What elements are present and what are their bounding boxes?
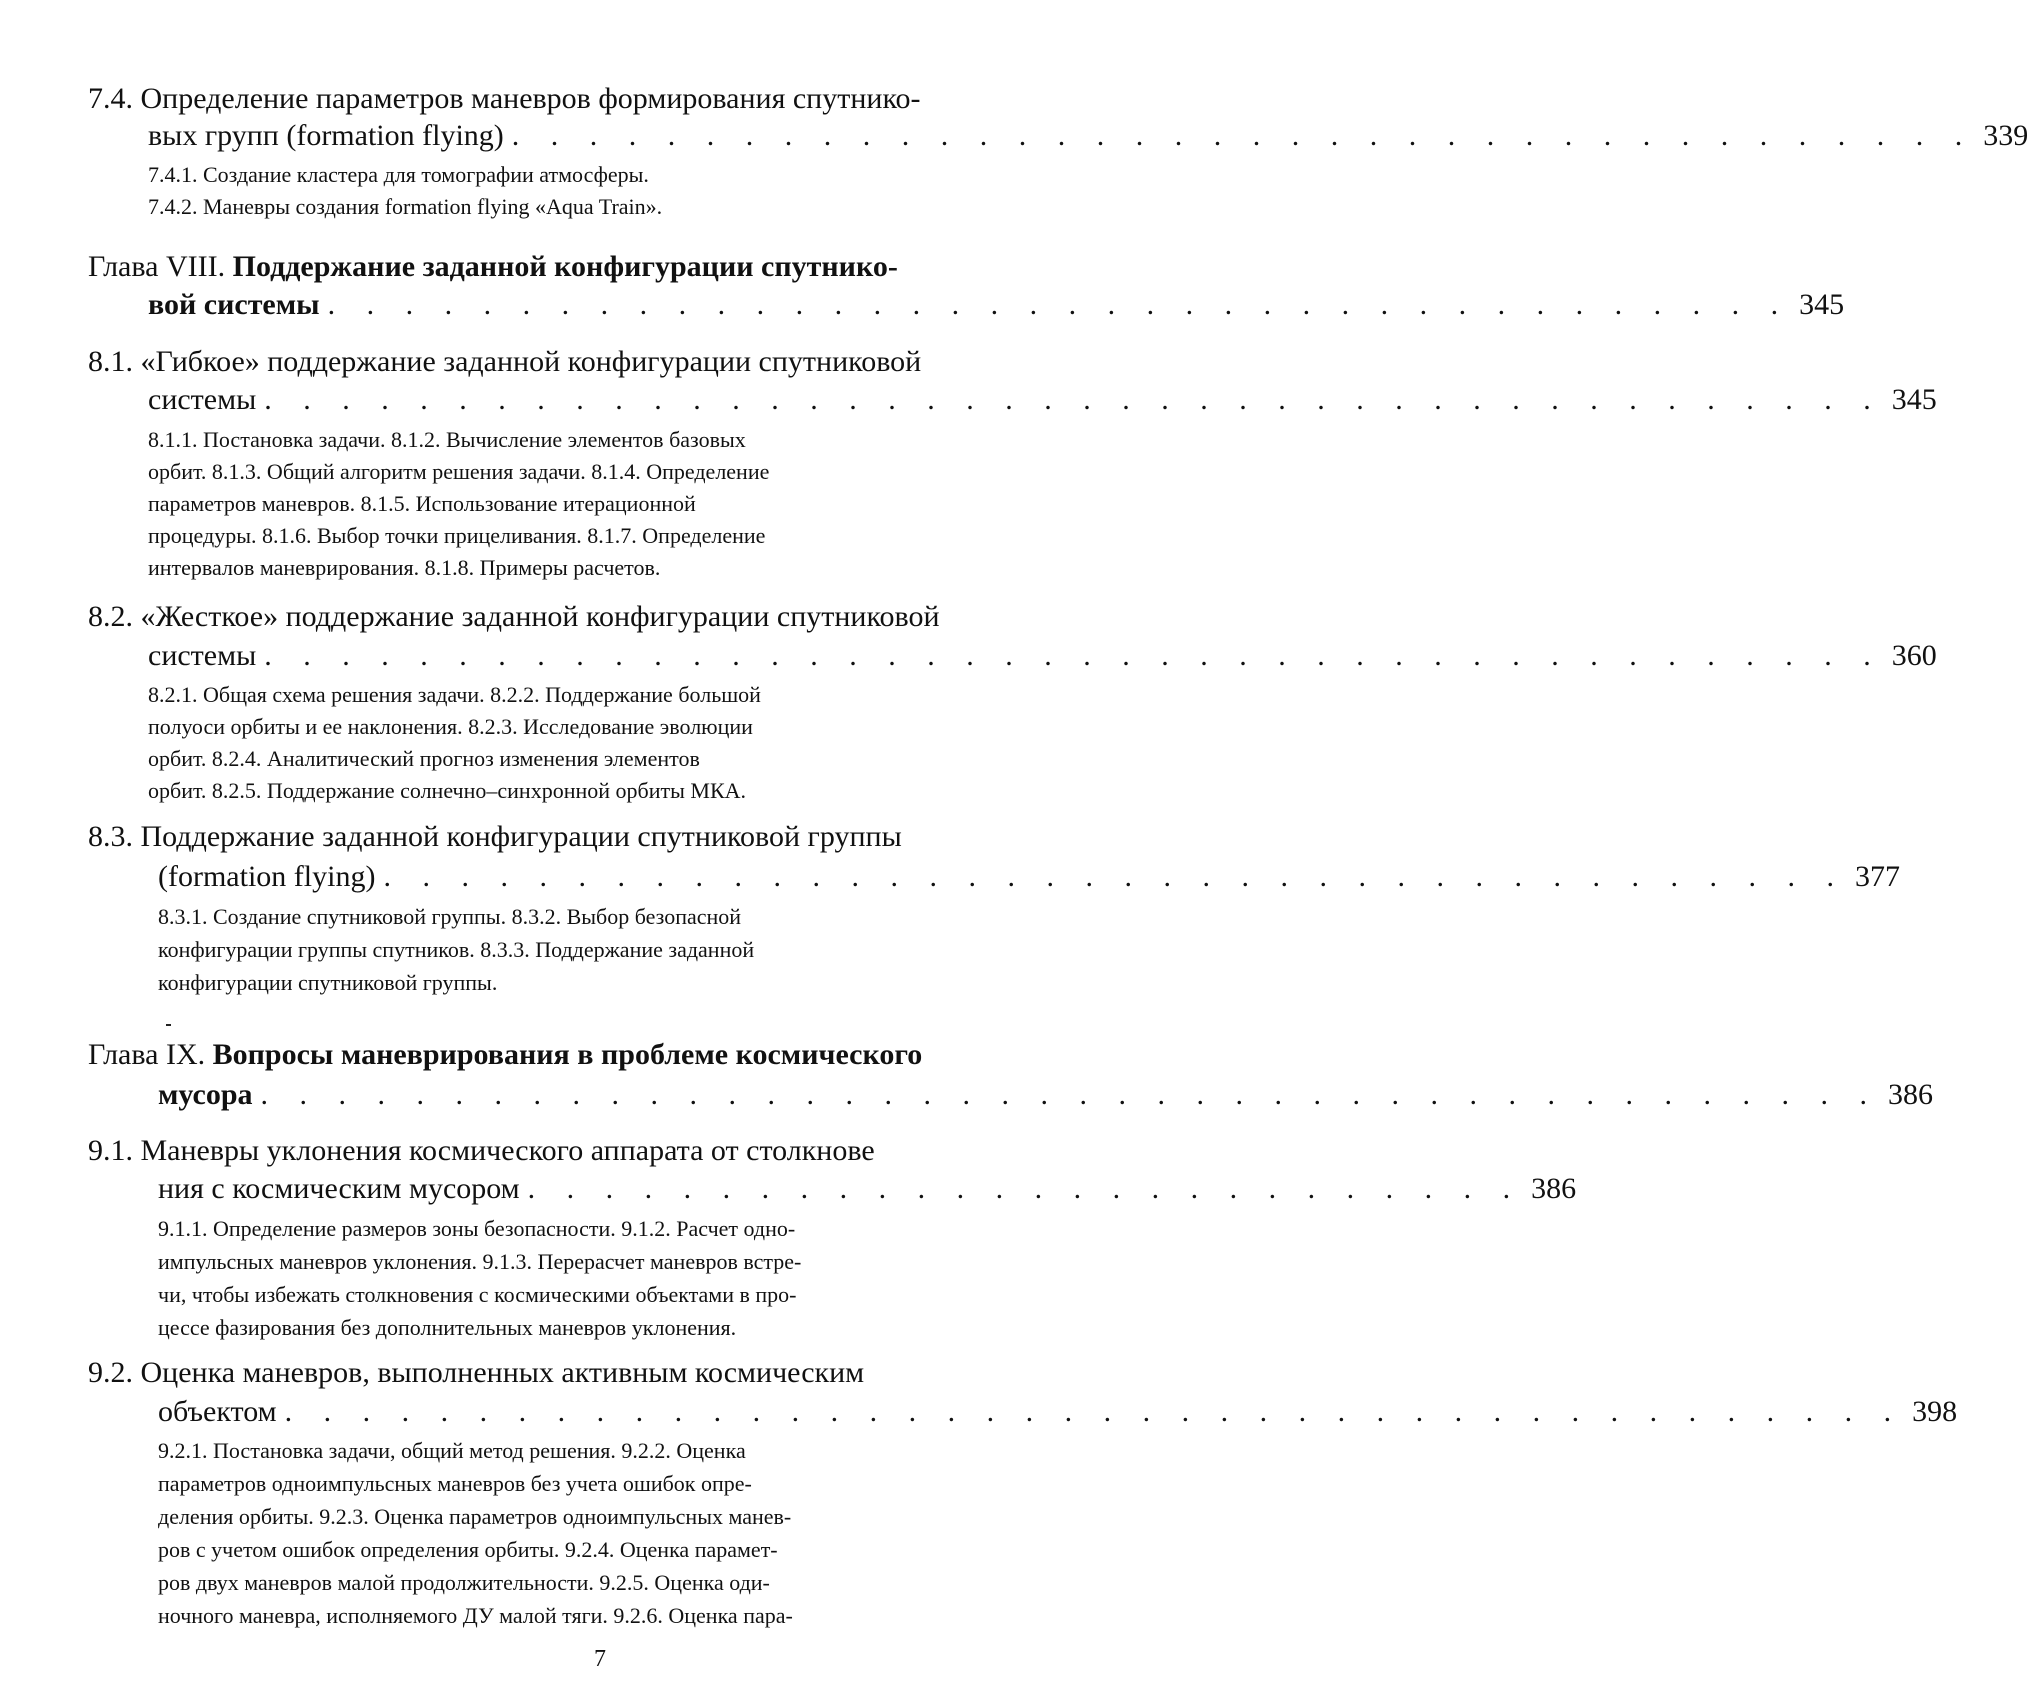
toc-entry-title-end: ния с космическим мусором (158, 1172, 520, 1205)
leader-dots: . . . . . . . . . . . . . . . . . . . . . . . . . . . . . . . . . . . . . . . . . . (264, 639, 1883, 672)
toc-subentry: орбит. 8.2.4. Аналитический прогноз изменения элементов (148, 746, 700, 771)
page-number: 360 (1891, 639, 1937, 672)
toc-subentry: орбит. 8.1.3. Общий алгоритм решения задачи. 8.1.4. Определение (148, 459, 770, 484)
chapter-title: Вопросы маневрирования в проблеме космического (212, 1038, 923, 1071)
toc-subentry: деления орбиты. 9.2.3. Оценка параметров одноимпульсных манев- (158, 1504, 792, 1529)
toc-subentry: 7.4.1. Создание кластера для томографии атмосферы. (148, 162, 649, 187)
toc-subentry: конфигурации группы спутников. 8.3.3. Поддержание заданной (158, 937, 755, 962)
toc-subentry: интервалов маневрирования. 8.1.8. Примеры расчетов. (148, 555, 661, 580)
page-number: 345 (1799, 288, 1845, 321)
toc-entry-7-4-line2 (148, 119, 2028, 153)
leader-dots: . . . . . . . . . . . . . . . . . . . . . . . . . . . . . . . . . . . . . . (383, 860, 1846, 893)
page-number: 377 (1854, 860, 1900, 893)
toc-subentry: ночного маневра, исполняемого ДУ малой тяги. 9.2.6. Оценка пара- (158, 1603, 793, 1628)
toc-subentry: ров с учетом ошибок определения орбиты. 9.2.4. Оценка парамет- (158, 1537, 778, 1562)
chapter-title-end: мусора (158, 1078, 253, 1111)
toc-entry-8-1-line1: 8.1. «Гибкое» поддержание заданной конфигурации спутниковой (88, 345, 922, 378)
toc-entry-9-1-line2 (158, 1172, 1577, 1206)
toc-entry-9-2-line1: 9.2. Оценка маневров, выполненных активным космическим (88, 1356, 865, 1389)
chapter-8-heading-line2 (148, 288, 1845, 322)
page-number: 386 (1888, 1078, 1934, 1111)
chapter-9-heading-line2 (158, 1078, 1934, 1112)
toc-subentry: цессе фазирования без дополнительных маневров уклонения. (158, 1315, 737, 1340)
toc-subentry: 8.1.1. Постановка задачи. 8.1.2. Вычисление элементов базовых (148, 427, 746, 452)
toc-subentry: процедуры. 8.1.6. Выбор точки прицеливания. 8.1.7. Определение (148, 523, 766, 548)
leader-dots: . . . . . . . . . . . . . . . . . . . . . . . . . . (527, 1172, 1523, 1205)
toc-subentry: 7.4.2. Маневры создания formation flying «Aqua Train». (148, 194, 663, 219)
chapter-title: Поддержание заданной конфигурации спутнико- (232, 250, 898, 283)
leader-dots: . . . . . . . . . . . . . . . . . . . . . . . . . . . . . . . . . . . . . . (327, 288, 1791, 321)
toc-entry-title-end: объектом (158, 1395, 277, 1428)
chapter-title-end: вой системы (148, 288, 320, 321)
toc-entry-title-end: системы (148, 639, 257, 672)
toc-subentry: импульсных маневров уклонения. 9.1.3. Перерасчет маневров встре- (158, 1249, 802, 1274)
toc-entry-title-end: системы (148, 383, 257, 416)
toc-entry-8-2-line2 (148, 639, 1937, 673)
toc-subentry: орбит. 8.2.5. Поддержание солнечно–синхронной орбиты МКА. (148, 778, 747, 803)
toc-entry-8-3-line1: 8.3. Поддержание заданной конфигурации спутниковой группы (88, 820, 902, 853)
toc-subentry: чи, чтобы избежать столкновения с космическими объектами в про- (158, 1282, 797, 1307)
chapter-prefix: Глава IX. (88, 1038, 206, 1071)
toc-subentry: 9.1.1. Определение размеров зоны безопасности. 9.1.2. Расчет одно- (158, 1216, 796, 1241)
leader-dots: . . . . . . . . . . . . . . . . . . . . . . . . . . . . . . . . . . . . . . . . . . (284, 1395, 1904, 1428)
leader-dots: . . . . . . . . . . . . . . . . . . . . . . . . . . . . . . . . . . . . . . (511, 119, 1975, 152)
toc-subentry: конфигурации спутниковой группы. (158, 970, 498, 995)
leader-dots: . . . . . . . . . . . . . . . . . . . . . . . . . . . . . . . . . . . . . . . . . . (260, 1078, 1880, 1111)
toc-entry-9-1-line1: 9.1. Маневры уклонения космического аппарата от столкнове (88, 1134, 875, 1167)
toc-subentry: параметров маневров. 8.1.5. Использование итерационной (148, 491, 696, 516)
chapter-8-heading-line1 (88, 250, 898, 284)
page-number: 345 (1891, 383, 1937, 416)
toc-entry-8-3-line2 (158, 860, 1900, 894)
page-number: 339 (1983, 119, 2028, 152)
toc-entry-7-4-line1: 7.4. Определение параметров маневров формирования спутнико- (88, 82, 921, 115)
chapter-prefix: Глава VIII. (88, 250, 226, 283)
toc-subentry: параметров одноимпульсных маневров без учета ошибок опре- (158, 1471, 752, 1496)
chapter-9-heading-line1 (88, 1038, 922, 1072)
toc-subentry: 8.3.1. Создание спутниковой группы. 8.3.2. Выбор безопасной (158, 904, 742, 929)
toc-entry-9-2-line2 (158, 1395, 1958, 1429)
toc-subentry: полуоси орбиты и ее наклонения. 8.2.3. Исследование эволюции (148, 714, 753, 739)
page-number: 398 (1912, 1395, 1958, 1428)
page-folio: 7 (594, 1646, 606, 1672)
scan-speck (166, 1024, 171, 1026)
toc-entry-8-2-line1: 8.2. «Жесткое» поддержание заданной конфигурации спутниковой (88, 600, 940, 633)
toc-entry-title-end: (formation flying) (158, 860, 376, 893)
page-number: 386 (1531, 1172, 1577, 1205)
toc-subentry: ров двух маневров малой продолжительности. 9.2.5. Оценка оди- (158, 1570, 770, 1595)
toc-entry-7-4-title-end: вых групп (formation flying) (148, 119, 504, 152)
leader-dots: . . . . . . . . . . . . . . . . . . . . . . . . . . . . . . . . . . . . . . . . . . (264, 383, 1883, 416)
toc-subentry: 8.2.1. Общая схема решения задачи. 8.2.2. Поддержание большой (148, 682, 761, 707)
toc-subentry: 9.2.1. Постановка задачи, общий метод решения. 9.2.2. Оценка (158, 1438, 746, 1463)
toc-entry-8-1-line2 (148, 383, 1937, 417)
